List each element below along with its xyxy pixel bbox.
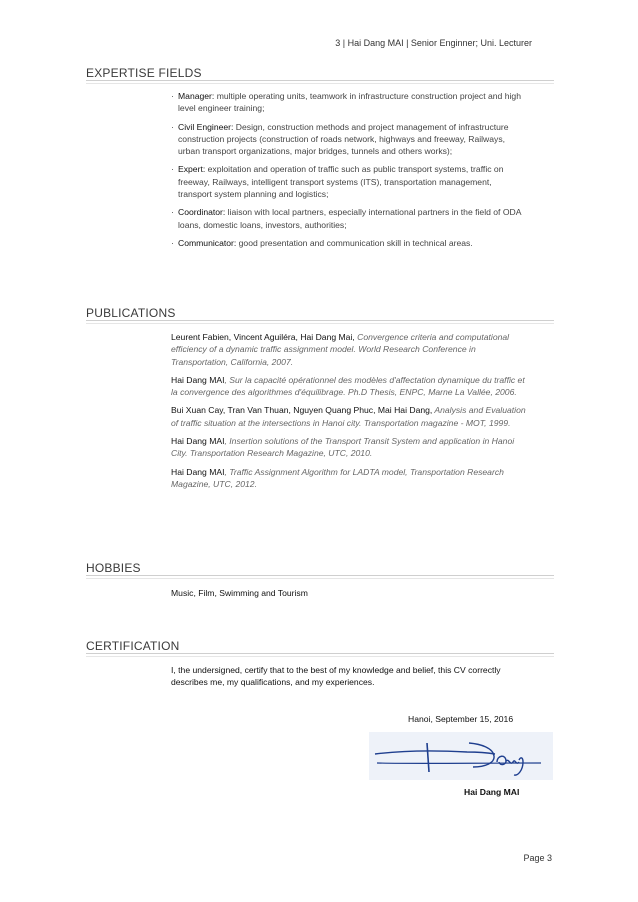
publication-details: , Insertion solutions of the Transport Transit System and application in Hanoi City. Transportation Research Magazine, UTC, 2010. xyxy=(171,436,515,459)
page-number: Page 3 xyxy=(523,853,552,863)
item-text: liaison with local partners, especially international partners in the field of ODA loans, domestic loans, investors, authorities; xyxy=(178,207,521,230)
publications-list xyxy=(171,331,526,496)
item-text: good presentation and communication skill in technical areas. xyxy=(236,237,473,248)
list-item: · Communicator: good presentation and communication skill in technical areas. xyxy=(171,237,473,248)
publication-authors: Hai Dang MAI xyxy=(171,436,225,447)
section-rule xyxy=(86,653,554,654)
signature-place-date: Hanoi, September 15, 2016 xyxy=(408,714,514,724)
publication-authors: Bui Xuan Cay, Tran Van Thuan, Nguyen Quang Phuc, Mai Hai Dang, xyxy=(171,405,433,416)
section-title-certification: CERTIFICATION xyxy=(86,639,180,653)
item-text: exploitation and operation of traffic such as public transport systems, traffic on freeway, Railways, intelligent transport systems (ITS), transportation management, transport system planning and logistics; xyxy=(178,164,504,200)
signature-image xyxy=(369,732,553,780)
section-rule xyxy=(86,323,554,324)
publication-authors: Hai Dang MAI xyxy=(171,466,225,477)
item-text: Design, construction methods and project management of infrastructure construction projects (construction of roads network, highways and freeway, Railways, urban transport organizations, major bridges, tunnels and others works); xyxy=(178,121,509,157)
list-item: · Manager: multiple operating units, teamwork in infrastructure construction project and high level engineer training; xyxy=(171,91,521,114)
publication-authors: Leurent Fabien, Vincent Aguiléra, Hai Dang Mai, xyxy=(171,332,355,342)
section-rule xyxy=(86,83,554,84)
section-title-publications: PUBLICATIONS xyxy=(86,306,176,320)
publication-details: , Sur la capacité opérationnel des modèles d'affectation dynamique du traffic et la convergence des algorithmes d'équilibrage. Ph.D Thesis, ENPC, Marne La Vallée, 2006. xyxy=(171,374,525,398)
item-text: multiple operating units, teamwork in infrastructure construction project and high level engineer training; xyxy=(178,91,521,114)
publication-details: , Traffic Assignment Algorithm for LADTA model, Transportation Research Magazine, UTC, 2012. xyxy=(171,466,504,489)
section-rule xyxy=(86,80,554,81)
list-item: · Coordinator: liaison with local partners, especially international partners in the field of ODA loans, domestic loans, investors, authorities; xyxy=(171,207,521,230)
list-item: · Civil Engineer: Design, construction methods and project management of infrastructure construction projects (construction of roads network, highways and freeway, Railways, urban transport organizations, major bridges, tunnels and others works); xyxy=(171,121,509,157)
item-term: Communicator: xyxy=(178,237,237,248)
section-rule xyxy=(86,578,554,579)
publication-details: Analysis and Evaluation of traffic situation at the intersections in Hanoi city. Transportation magazine - MOT, 1999. xyxy=(171,405,526,428)
publication-entry xyxy=(171,435,526,460)
section-rule xyxy=(86,575,554,576)
hobbies-text: Music, Film, Swimming and Tourism xyxy=(171,588,308,598)
section-rule xyxy=(86,320,554,321)
item-term: Manager: xyxy=(178,91,215,101)
section-title-hobbies: HOBBIES xyxy=(86,561,141,575)
section-title-expertise: EXPERTISE FIELDS xyxy=(86,66,202,80)
section-rule xyxy=(86,656,554,657)
publication-authors: Hai Dang MAI xyxy=(171,374,225,385)
certification-statement: I, the undersigned, certify that to the best of my knowledge and belief, this CV correctly describes me, my qualifications, and my experiences. xyxy=(171,665,501,688)
handwritten-signature xyxy=(369,732,553,780)
signatory-name: Hai Dang MAI xyxy=(464,787,520,797)
publication-entry xyxy=(171,404,526,429)
expertise-list xyxy=(171,90,526,255)
item-term: Civil Engineer: xyxy=(178,121,234,132)
publication-entry xyxy=(171,331,526,368)
item-term: Coordinator: xyxy=(178,207,226,218)
publication-entry xyxy=(171,374,526,399)
list-item: · Expert: exploitation and operation of traffic such as public transport systems, traffic on freeway, Railways, intelligent transport systems (ITS), transportation management, transport system planning and logistics; xyxy=(171,164,504,200)
item-term: Expert: xyxy=(178,164,206,175)
publication-entry xyxy=(171,466,526,491)
running-header: 3 | Hai Dang MAI | Senior Enginner; Uni. Lecturer xyxy=(335,38,532,48)
publication-details: Convergence criteria and computational efficiency of a dynamic traffic assignment model. World Research Conference in Transportation, California, 2007. xyxy=(171,332,510,367)
